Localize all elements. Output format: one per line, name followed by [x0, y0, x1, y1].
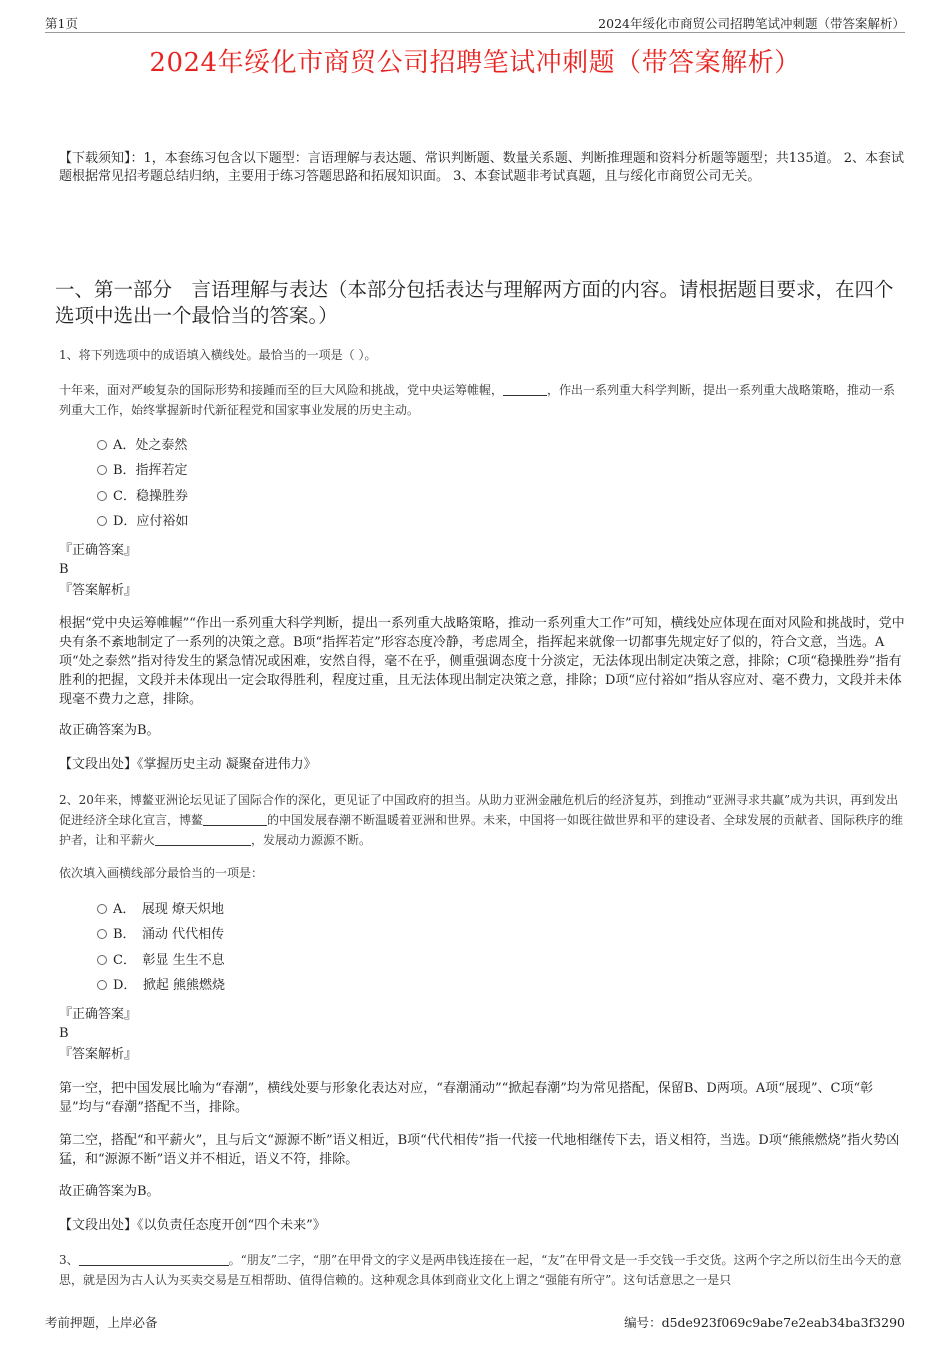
page-title: 2024年绥化市商贸公司招聘笔试冲刺题（带答案解析） [149, 48, 801, 78]
q2-analysis-label: 『答案解析』 [59, 1047, 138, 1062]
option-label: A．处之泰然 [113, 438, 188, 453]
page-number: 第1页 [45, 16, 78, 31]
download-notice: 【下载须知】：1，本套练习包含以下题型：言语理解与表达题、常识判断题、数量关系题、判断推理题和资料分析题等题型；共135道。 2、本套试题根据常见招考题总结归纳，主要用于练习答题思路和拓展知识面。 3、本套试题非考试真题，且与绥化市商贸公司无关。 [59, 151, 904, 184]
q1-conclusion: 故正确答案为B。 [59, 723, 160, 738]
footer-slogan: 考前押题，上岸必备 [45, 1315, 158, 1330]
question-2-stem [59, 790, 905, 850]
radio-icon[interactable] [97, 980, 107, 990]
q1-option-d[interactable] [97, 512, 188, 532]
q1-answer-label: 『正确答案』 [59, 543, 138, 558]
q3-stem-part-b: 。“朋友”二字，“朋”在甲骨文的字义是两串钱连接在一起，“友”在甲骨文是一手交钱一手交货。这两个字之所以衍生出今天的意思，就是因为古人认为买卖交易是互相帮助、值得信赖的。这种观念具体到商业文化上谓之“强能有所守”。这句话意思之一是只 [59, 1253, 902, 1287]
header-doc-title: 2024年绥化市商贸公司招聘笔试冲刺题（带答案解析） [598, 16, 905, 31]
q2-option-d[interactable] [97, 976, 225, 996]
radio-icon[interactable] [97, 929, 107, 939]
radio-icon[interactable] [97, 491, 107, 501]
radio-icon[interactable] [97, 955, 107, 965]
q2-stem-part-a: 2、20年来，博鳌亚洲论坛见证了国际合作的深化，更见证了中国政府的担当。从助力亚洲金融危机后的经济复苏，到推动“亚洲寻求共赢”成为共识，再到发出促进经济全球化宣言，博鳌 [59, 793, 899, 827]
q2-source: 【文段出处】《以负责任态度开创“四个未来”》 [59, 1218, 326, 1233]
q1-analysis-label: 『答案解析』 [59, 583, 138, 598]
q2-prompt: 依次填入画横线部分最恰当的一项是： [59, 866, 264, 880]
q2-stem-part-b: 的中国发展春潮不断温暖着亚洲和世界。未来，中国将一如既往做世界和平的建设者、全球发展的贡献者、国际秩序的维护者，让和平薪火 [59, 813, 904, 847]
option-label: C． 彰显 生生不息 [113, 953, 225, 968]
option-label: B．指挥若定 [113, 463, 188, 478]
option-label: D． 掀起 熊熊燃烧 [113, 978, 226, 993]
radio-icon[interactable] [97, 440, 107, 450]
section-title: 一、第一部分 言语理解与表达（本部分包括表达与理解两方面的内容。请根据题目要求，在四个选项中选出一个最恰当的答案。） [55, 278, 894, 327]
q1-passage-part-b: ，作出一系列重大科学判断，提出一系列重大战略策略，推动一系列重大工作，始终掌握新时代新征程党和国家事业发展的历史主动。 [59, 383, 896, 417]
q1-blank [503, 383, 547, 396]
q2-option-c[interactable] [97, 951, 225, 971]
question-3-stem [59, 1250, 905, 1290]
q2-answer-label: 『正确答案』 [59, 1007, 138, 1022]
option-label: B． 涌动 代代相传 [113, 927, 225, 942]
q2-blank-1 [203, 813, 267, 826]
option-label: A． 展现 燎天炽地 [113, 902, 225, 917]
q2-stem-part-c: ，发展动力源源不断。 [251, 833, 372, 847]
question-1-passage [59, 380, 905, 420]
q2-conclusion: 故正确答案为B。 [59, 1184, 160, 1199]
q2-analysis-2: 第二空，搭配“和平薪火”，且与后文“源源不断”语义相近，B项“代代相传”指一代接一代地相继传下去，语义相符，当选。D项“熊熊燃烧”指火势凶猛，和“源源不断”语义并不相近，语义不符，排除。 [59, 1133, 900, 1167]
q1-option-c[interactable] [97, 487, 188, 507]
q2-option-a[interactable] [97, 900, 224, 920]
q1-answer: B [59, 562, 69, 577]
q1-option-b[interactable] [97, 461, 188, 481]
radio-icon[interactable] [97, 516, 107, 526]
q1-analysis: 根据“党中央运筹帷幄”“作出一系列重大科学判断，提出一系列重大战略策略，推动一系列重大工作”可知，横线处应体现在面对风险和挑战时，党中央有条不紊地制定了一系列的决策之意。B项“指挥若定”形容态度冷静，考虑周全，指挥起来就像一切都事先规定好了似的，符合文意，当选。A项“处之泰然”指对待发生的紧急情况或困难，安然自得，毫不在乎，侧重强调态度十分淡定，无法体现出制定决策之意，排除；C项“稳操胜券”指有胜利的把握，文段并未体现出一定会取得胜利，程度过重，且无法体现出制定决策之意，排除；D项“应付裕如”指从容应对、毫不费力，文段并未体现毫不费力之意，排除。 [59, 616, 905, 707]
q2-blank-2 [155, 833, 251, 846]
q2-option-b[interactable] [97, 925, 224, 945]
question-1-stem: 1、将下列选项中的成语填入横线处。最恰当的一项是（ ）。 [59, 348, 377, 362]
q3-blank [79, 1253, 229, 1266]
q1-option-a[interactable] [97, 436, 187, 456]
header-divider [45, 32, 905, 33]
radio-icon[interactable] [97, 904, 107, 914]
q1-source: 【文段出处】《掌握历史主动 凝聚奋进伟力》 [59, 757, 317, 772]
option-label: C．稳操胜券 [113, 489, 188, 504]
q2-answer: B [59, 1026, 69, 1041]
q1-passage-part-a: 十年来，面对严峻复杂的国际形势和接踵而至的巨大风险和挑战，党中央运筹帷幄， [59, 383, 504, 397]
footer-doc-id: 编号：d5de923f069c9abe7e2eab34ba3f3290 [624, 1315, 905, 1330]
q3-stem-part-a: 3、 [59, 1253, 79, 1267]
q2-analysis-1: 第一空，把中国发展比喻为“春潮”，横线处要与形象化表达对应，“春潮涌动”“掀起春潮”均为常见搭配，保留B、D两项。A项“展现”、C项“彰显”均与“春潮”搭配不当，排除。 [59, 1081, 874, 1115]
option-label: D．应付裕如 [113, 514, 189, 529]
radio-icon[interactable] [97, 465, 107, 475]
